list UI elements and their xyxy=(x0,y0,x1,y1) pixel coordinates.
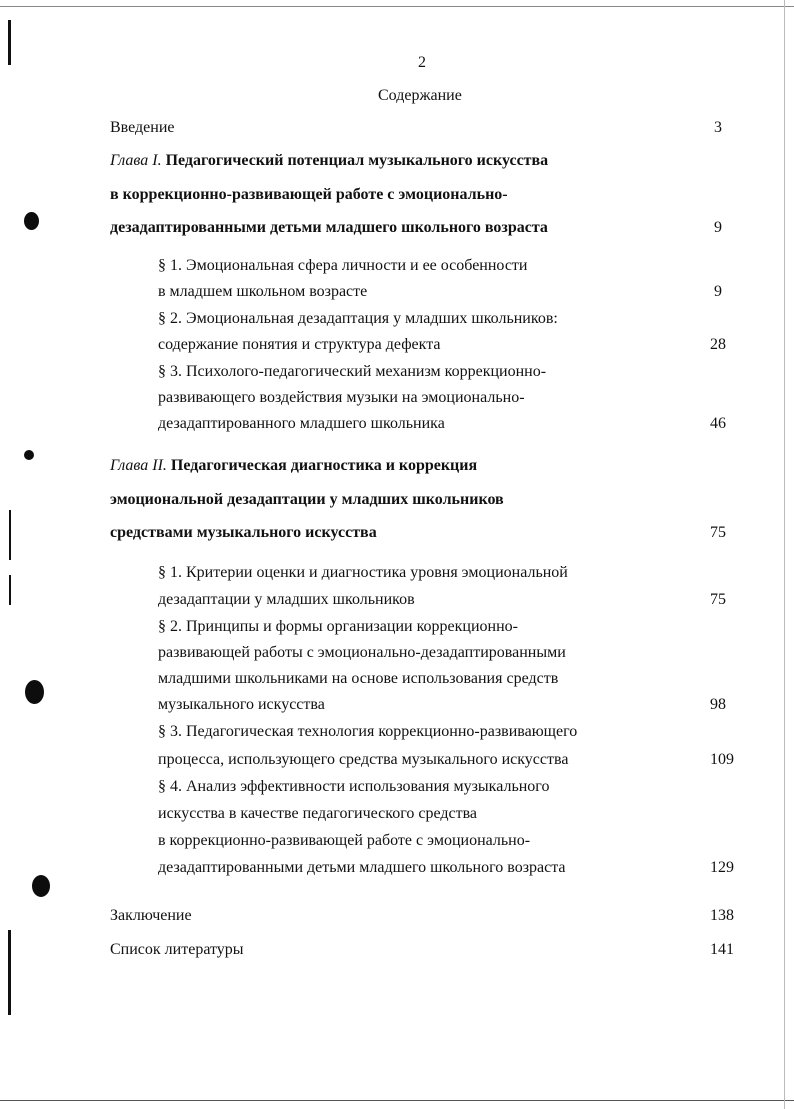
toc-intro-page: 3 xyxy=(714,119,722,136)
toc-chapter1-title: Педагогический потенциал музыкального искусства xyxy=(165,152,549,169)
toc-ch2-sec2-line3: младшими школьниками на основе использования средств xyxy=(158,670,559,687)
toc-chapter1-line2: в коррекционно-развивающей работе с эмоционально- xyxy=(110,186,508,203)
scan-edge-line-right xyxy=(784,0,785,1109)
toc-references-label: Список литературы xyxy=(110,941,244,958)
toc-ch2-sec1-page: 75 xyxy=(710,591,726,608)
toc-ch1-sec3-line1: § 3. Психолого-педагогический механизм коррекционно- xyxy=(158,363,547,380)
toc-chapter2-prefix: Глава II. xyxy=(110,457,167,474)
punch-hole-mark xyxy=(32,875,50,897)
toc-ch2-sec2-line1: § 2. Принципы и формы организации коррекционно- xyxy=(158,618,518,635)
toc-ch1-sec1-line2: в младшем школьном возрасте xyxy=(158,283,368,300)
scan-edge-line-left-2 xyxy=(9,510,11,560)
toc-chapter2-line2: эмоциональной дезадаптации у младших школьников xyxy=(110,491,504,508)
toc-chapter1-line3: дезадаптированными детьми младшего школьного возраста xyxy=(110,219,548,236)
toc-ch2-sec3-line2: процесса, использующего средства музыкального искусства xyxy=(158,751,569,768)
toc-ch1-sec2-line1: § 2. Эмоциональная дезадаптация у младших школьников: xyxy=(158,310,558,327)
scan-edge-line-bottom xyxy=(0,1100,794,1101)
toc-ch2-sec1-line1: § 1. Критерии оценки и диагностика уровня эмоциональной xyxy=(158,564,568,581)
toc-ch2-sec4-line2: искусства в качестве педагогического средства xyxy=(158,805,478,822)
toc-ch2-sec2-line2: развивающей работы с эмоционально-дезадаптированными xyxy=(158,644,566,661)
toc-ch1-sec2-line2: содержание понятия и структура дефекта xyxy=(158,336,441,353)
toc-ch2-sec4-line4: дезадаптированными детьми младшего школьного возраста xyxy=(158,859,566,876)
punch-hole-mark xyxy=(25,680,44,704)
toc-chapter2-page: 75 xyxy=(710,524,726,541)
toc-conclusion-label: Заключение xyxy=(110,907,192,924)
scan-edge-line-left-3 xyxy=(9,575,11,605)
page-number: 2 xyxy=(418,54,426,71)
toc-intro-label: Введение xyxy=(110,119,175,136)
toc-ch2-sec2-line4: музыкального искусства xyxy=(158,696,325,713)
toc-ch1-sec2-page: 28 xyxy=(710,336,726,353)
toc-ch2-sec4-line1: § 4. Анализ эффективности использования музыкального xyxy=(158,778,550,795)
scan-edge-line-left-4 xyxy=(8,930,11,1015)
toc-ch2-sec4-page: 129 xyxy=(710,859,734,876)
toc-chapter2-line3: средствами музыкального искусства xyxy=(110,524,377,541)
toc-ch1-sec3-line3: дезадаптированного младшего школьника xyxy=(158,415,445,432)
toc-ch1-sec1-line1: § 1. Эмоциональная сфера личности и ее особенности xyxy=(158,257,528,274)
toc-ch2-sec4-line3: в коррекционно-развивающей работе с эмоционально- xyxy=(158,832,531,849)
punch-hole-mark xyxy=(24,450,34,460)
toc-references-page: 141 xyxy=(710,941,734,958)
toc-ch2-sec2-page: 98 xyxy=(710,696,726,713)
punch-hole-mark xyxy=(24,212,39,230)
toc-ch1-sec1-page: 9 xyxy=(714,283,722,300)
toc-ch2-sec3-page: 109 xyxy=(710,751,734,768)
page-title: Содержание xyxy=(378,87,462,104)
toc-ch2-sec1-line2: дезадаптации у младших школьников xyxy=(158,591,415,608)
toc-chapter2-line1 xyxy=(110,456,477,476)
toc-chapter1-line1 xyxy=(110,151,548,171)
toc-chapter1-page: 9 xyxy=(714,219,722,236)
toc-ch2-sec3-line1: § 3. Педагогическая технология коррекционно-развивающего xyxy=(158,723,578,740)
scan-edge-line-left xyxy=(8,20,11,65)
scan-edge-line-top xyxy=(0,6,794,7)
toc-chapter1-prefix: Глава I. xyxy=(110,152,162,169)
toc-chapter2-title: Педагогическая диагностика и коррекция xyxy=(170,457,478,474)
toc-ch1-sec3-page: 46 xyxy=(710,415,726,432)
toc-ch1-sec3-line2: развивающего воздействия музыки на эмоционально- xyxy=(158,389,525,406)
toc-conclusion-page: 138 xyxy=(710,907,734,924)
